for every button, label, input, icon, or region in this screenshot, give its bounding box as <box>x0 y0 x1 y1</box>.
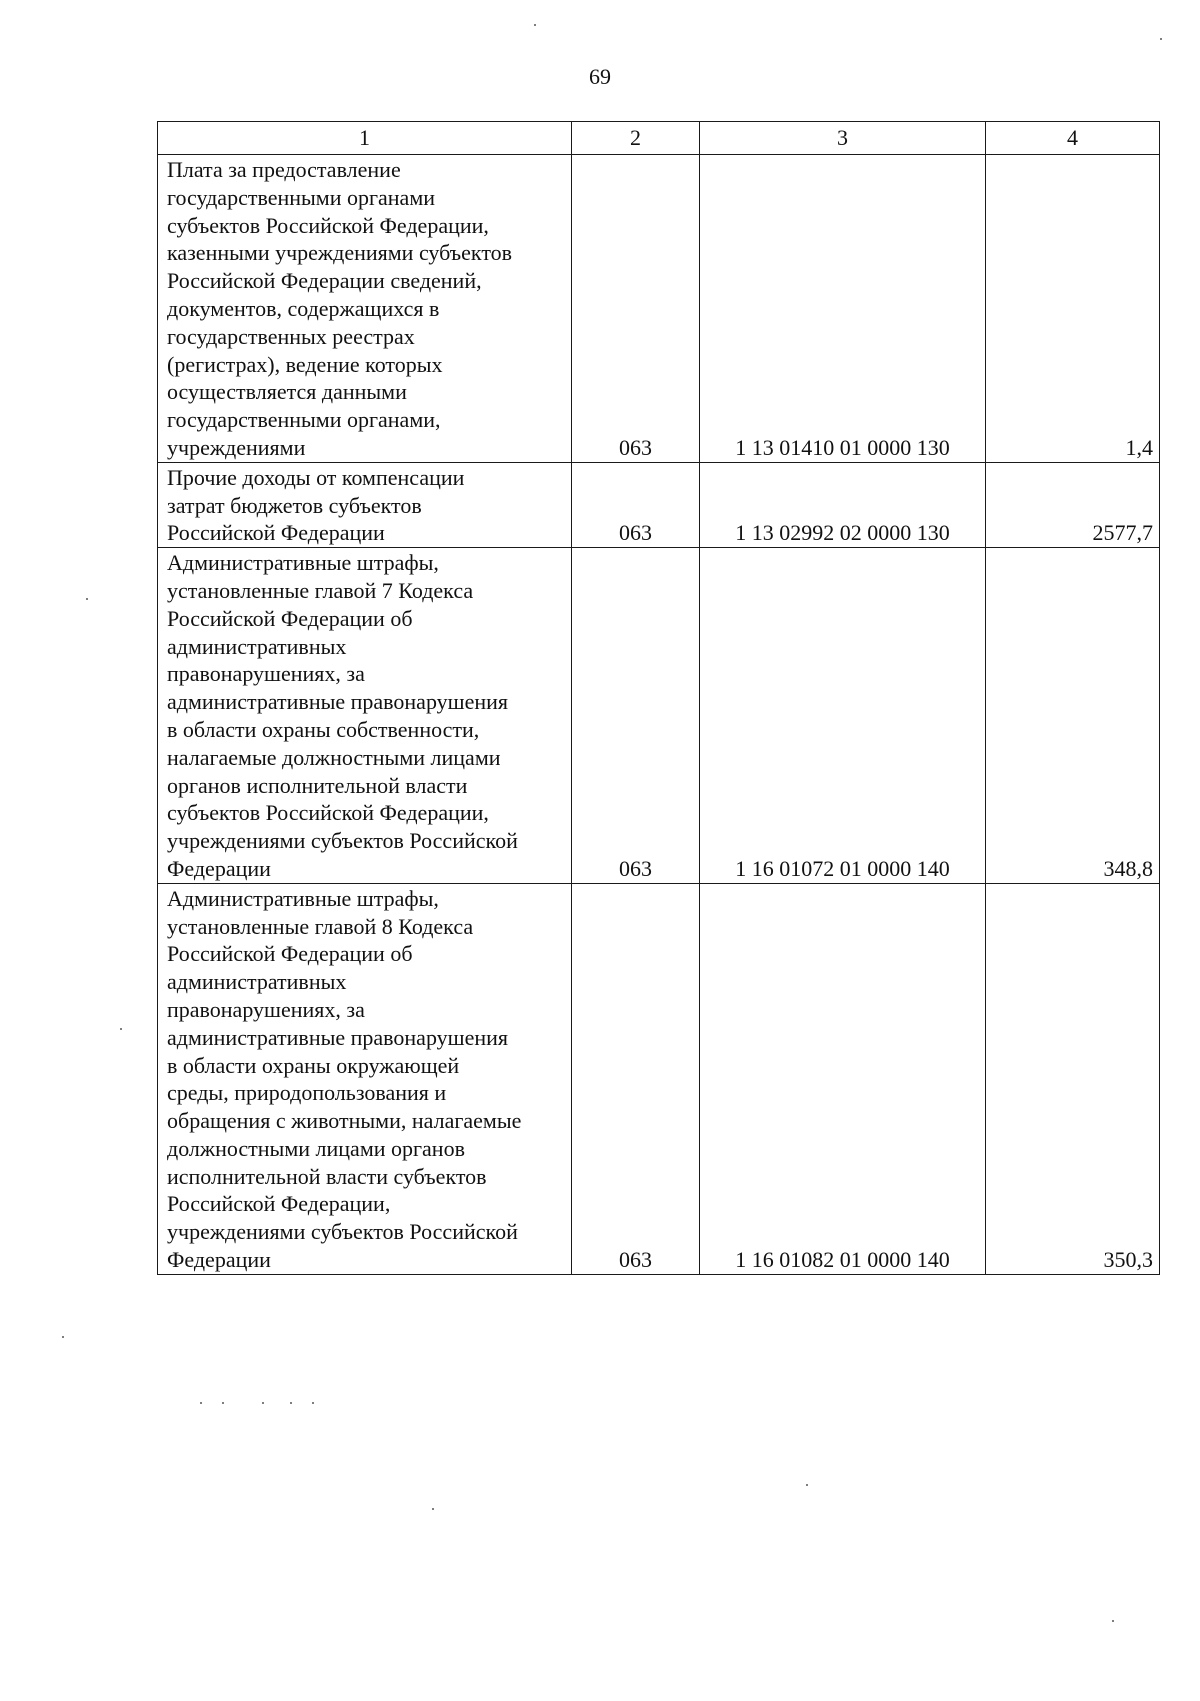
description-line: казенными учреждениями субъектов <box>167 240 513 266</box>
description-line: Административные штрафы, <box>167 550 439 576</box>
description-line: учреждениями <box>167 434 306 460</box>
scan-speck <box>222 1402 224 1404</box>
description-line: административных <box>167 969 347 995</box>
description-line: налагаемые должностными лицами <box>167 744 501 770</box>
description-line: субъектов Российской Федерации, <box>167 800 489 826</box>
scan-speck <box>62 1336 64 1338</box>
description-line: учреждениями субъектов Российской <box>167 1219 518 1245</box>
table-header-row <box>158 122 1160 155</box>
table-row <box>158 155 1160 463</box>
description-line: осуществляется данными <box>167 379 407 405</box>
scan-speck <box>86 598 88 600</box>
admin-code-cell: 063 <box>572 548 700 884</box>
description-line: среды, природопользования и <box>167 1080 447 1106</box>
admin-code-cell: 063 <box>572 883 700 1274</box>
description-line: установленные главой 7 Кодекса <box>167 577 474 603</box>
description-line: органов исполнительной власти <box>167 772 468 798</box>
description-line: Российской Федерации сведений, <box>167 268 482 294</box>
description-line: Федерации <box>167 855 271 881</box>
table-row <box>158 548 1160 884</box>
budget-code-cell: 1 13 02992 02 0000 130 <box>700 462 986 547</box>
scan-speck <box>432 1508 434 1510</box>
description-line: (регистрах), ведение которых <box>167 351 443 377</box>
description-line: административных <box>167 633 347 659</box>
scan-speck <box>262 1402 264 1404</box>
table-row <box>158 883 1160 1274</box>
description-line: государственных реестрах <box>167 323 415 349</box>
description-line: Российской Федерации об <box>167 941 413 967</box>
description-line: Российской Федерации, <box>167 1191 391 1217</box>
description-line: Плата за предоставление <box>167 157 401 182</box>
description-line: административные правонарушения <box>167 1024 509 1050</box>
scan-speck <box>290 1402 292 1404</box>
scan-speck <box>1112 1620 1114 1622</box>
description-line: государственными органами, <box>167 407 441 433</box>
amount-cell: 2577,7 <box>986 462 1160 547</box>
description-line: Федерации <box>167 1247 271 1273</box>
description-line: документов, содержащихся в <box>167 295 440 321</box>
table-body <box>158 155 1160 1275</box>
admin-code-cell: 063 <box>572 155 700 463</box>
description-line: Административные штрафы, <box>167 885 439 911</box>
table-row <box>158 462 1160 547</box>
scan-speck <box>806 1484 808 1486</box>
description-line: государственными органами <box>167 184 436 210</box>
scan-speck <box>534 24 536 26</box>
description-line: обращения с животными, налагаемые <box>167 1108 522 1134</box>
description-line: в области охраны окружающей <box>167 1052 460 1078</box>
description-line: учреждениями субъектов Российской <box>167 828 518 854</box>
description-line: правонарушениях, за <box>167 661 365 687</box>
column-header-4: 4 <box>986 122 1160 155</box>
description-line: установленные главой 8 Кодекса <box>167 913 474 939</box>
description-line: затрат бюджетов субъектов <box>167 492 422 518</box>
budget-code-cell: 1 13 01410 01 0000 130 <box>700 155 986 463</box>
scan-speck <box>312 1402 314 1404</box>
row-description <box>158 883 572 1274</box>
description-line: субъектов Российской Федерации, <box>167 212 489 238</box>
revenue-table <box>157 121 1160 1275</box>
amount-cell: 348,8 <box>986 548 1160 884</box>
amount-cell: 350,3 <box>986 883 1160 1274</box>
row-description <box>158 462 572 547</box>
description-line: Российской Федерации об <box>167 605 413 631</box>
amount-cell: 1,4 <box>986 155 1160 463</box>
row-description <box>158 548 572 884</box>
description-line: должностными лицами органов <box>167 1135 465 1161</box>
budget-code-cell: 1 16 01072 01 0000 140 <box>700 548 986 884</box>
column-header-2: 2 <box>572 122 700 155</box>
column-header-3: 3 <box>700 122 986 155</box>
description-line: исполнительной власти субъектов <box>167 1163 487 1189</box>
scan-speck <box>120 1028 122 1030</box>
page-number: 69 <box>589 64 611 89</box>
description-line: административные правонарушения <box>167 689 509 715</box>
description-line: правонарушениях, за <box>167 996 365 1022</box>
budget-code-cell: 1 16 01082 01 0000 140 <box>700 883 986 1274</box>
admin-code-cell: 063 <box>572 462 700 547</box>
description-line: в области охраны собственности, <box>167 716 480 742</box>
scan-speck <box>200 1402 202 1404</box>
row-description <box>158 155 572 463</box>
description-line: Российской Федерации <box>167 520 385 546</box>
column-header-1: 1 <box>158 122 572 155</box>
scan-speck <box>1160 38 1162 40</box>
description-line: Прочие доходы от компенсации <box>167 464 465 490</box>
